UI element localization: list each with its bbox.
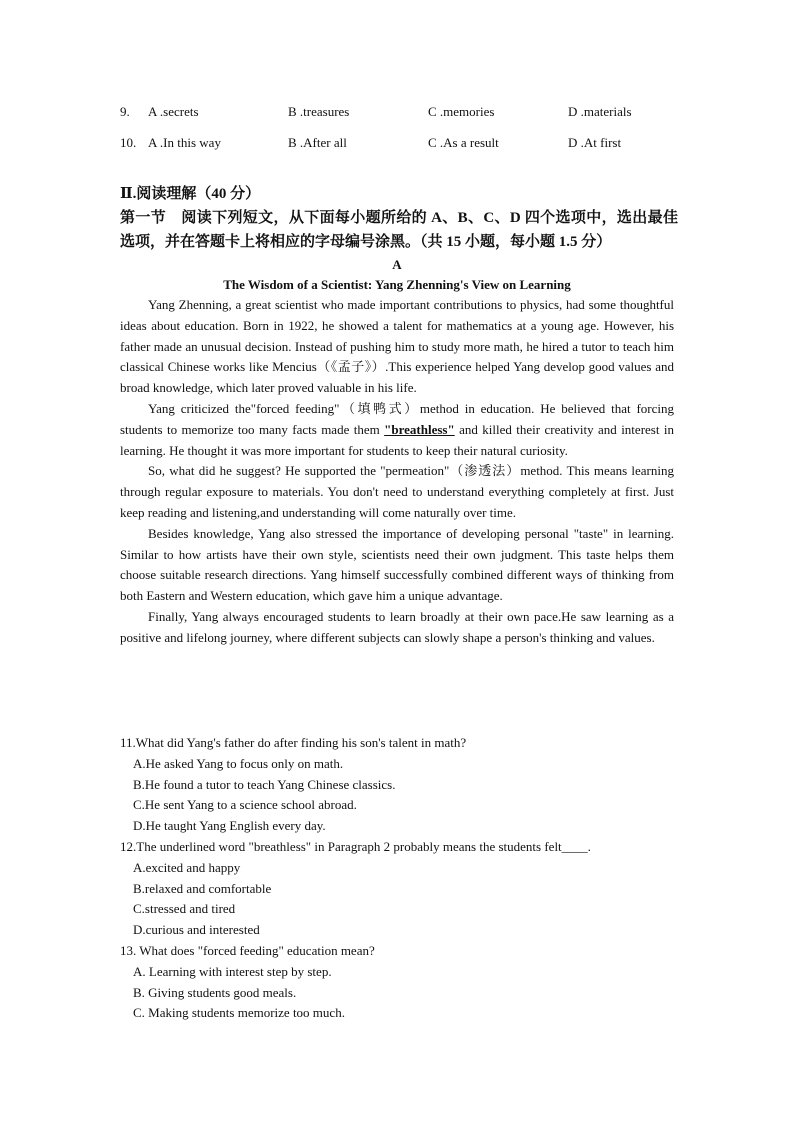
option-c: C. Making students memorize too much. bbox=[133, 1005, 345, 1021]
question-stem: 11.What did Yang's father do after finding his son's talent in math? bbox=[120, 735, 467, 750]
question-12 bbox=[120, 837, 680, 941]
question-stem: 13. What does "forced feeding" education mean? bbox=[120, 942, 375, 958]
option-a: A .In this way bbox=[148, 135, 221, 150]
option-a: A .secrets bbox=[148, 104, 199, 119]
option-a: A. Learning with interest step by step. bbox=[133, 963, 332, 979]
paragraph-1: Yang Zhenning, a great scientist who made important contributions to physics, had some thoughtful ideas about education. Born in 1922, he showed a talent for mathematics at a young age. However, his father made an unusual decision. Instead of pushing him to study more math, he hired a tutor to teach him classical Chinese works like Mencius（《孟子》）.This experience helped Yang develop good values and broad knowledge, which later proved valuable in his life. bbox=[120, 297, 674, 396]
underlined-word: "breathless" bbox=[384, 421, 455, 437]
reading-passage bbox=[120, 295, 674, 649]
option-c: C.He sent Yang to a science school abroad. bbox=[133, 797, 357, 813]
paragraph-3: So, what did he suggest? He supported the "permeation"（渗透法）method. This means learning through regular exposure to materials. You don't need to understand everything completely at first. Just keep reading and listening,and understanding will come naturally over time. bbox=[120, 463, 674, 520]
option-b: B .After all bbox=[288, 135, 347, 150]
paragraph-2-start: Yang criticized the"forced feeding"（填鸭式）method in education. He believed that forcing students to memorize too many facts made them bbox=[120, 400, 674, 437]
option-b: B .treasures bbox=[288, 104, 350, 119]
question-number: 10. bbox=[120, 135, 137, 150]
option-c: C .As a result bbox=[428, 135, 499, 150]
option-d: D .materials bbox=[568, 104, 632, 119]
paragraph-2 bbox=[120, 399, 674, 461]
question-list bbox=[120, 733, 680, 1024]
paragraph-5: Finally, Yang always encouraged students to learn broadly at their own pace.He saw learning as a positive and lifelong journey, where different subjects can slowly shape a person's thinking and values. bbox=[120, 608, 674, 645]
question-13 bbox=[120, 941, 680, 1024]
option-b: B.relaxed and comfortable bbox=[133, 880, 272, 896]
question-11 bbox=[120, 733, 680, 837]
paragraph-2-end: and killed their creativity and interest in learning. He thought it was more important for students to keep their natural curiosity. bbox=[120, 421, 674, 458]
passage-label: A bbox=[392, 257, 402, 272]
option-b: B. Giving students good meals. bbox=[133, 984, 297, 1000]
option-a: A.excited and happy bbox=[133, 859, 241, 875]
section-instructions: 第一节 阅读下列短文，从下面每小题所给的 A、B、C、D 四个选项中，选出最佳选项，并在答题卡上将相应的字母编号涂黑。（共 15 小题，每小题 1.5 分） bbox=[120, 210, 678, 250]
option-c: C.stressed and tired bbox=[133, 901, 236, 917]
question-stem: 12.The underlined word "breathless" in Paragraph 2 probably means the students felt____. bbox=[120, 838, 591, 854]
section-title: Ⅱ.阅读理解（40 分） bbox=[120, 186, 261, 202]
paragraph-4: Besides knowledge, Yang also stressed the importance of developing personal "taste" in learning. Similar to how artists have their own style, scientists need their own judgment. This taste helps them choose suitable research directions. Yang himself successfully combined different ways of thinking from both Eastern and Western education, which gave him a unique advantage. bbox=[120, 525, 674, 604]
passage-title: The Wisdom of a Scientist: Yang Zhenning's View on Learning bbox=[223, 277, 571, 292]
option-c: C .memories bbox=[428, 104, 495, 119]
option-b: B.He found a tutor to teach Yang Chinese classics. bbox=[133, 776, 396, 792]
option-d: D.He taught Yang English every day. bbox=[133, 818, 326, 834]
option-a: A.He asked Yang to focus only on math. bbox=[133, 755, 344, 771]
option-d: D .At first bbox=[568, 135, 622, 150]
question-number: 9. bbox=[120, 104, 130, 119]
option-d: D.curious and interested bbox=[133, 922, 260, 938]
